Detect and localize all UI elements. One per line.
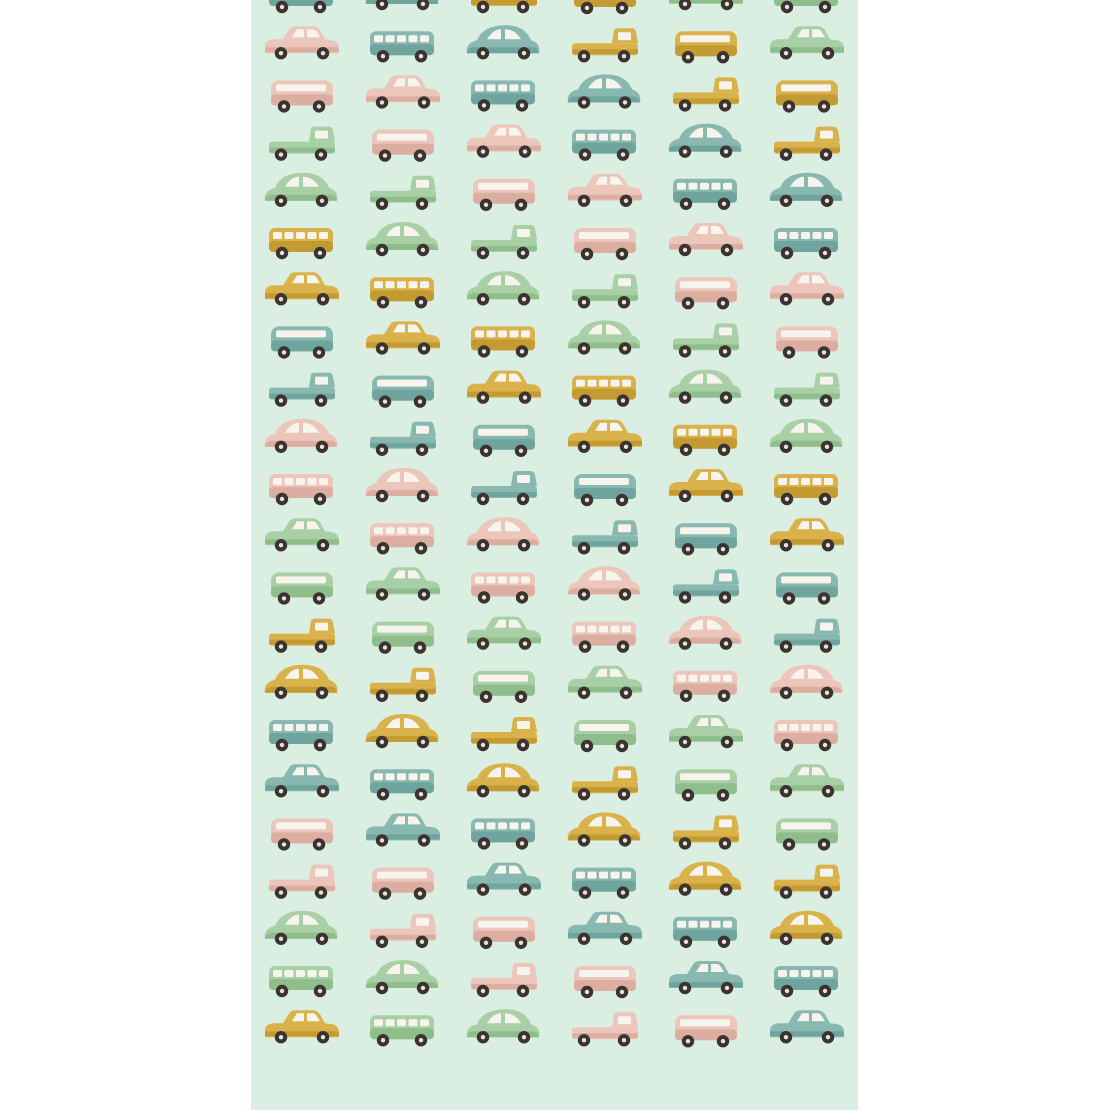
car-pattern	[251, 0, 858, 1110]
panel-background	[251, 0, 858, 1110]
wallpaper-panel	[251, 0, 858, 1110]
